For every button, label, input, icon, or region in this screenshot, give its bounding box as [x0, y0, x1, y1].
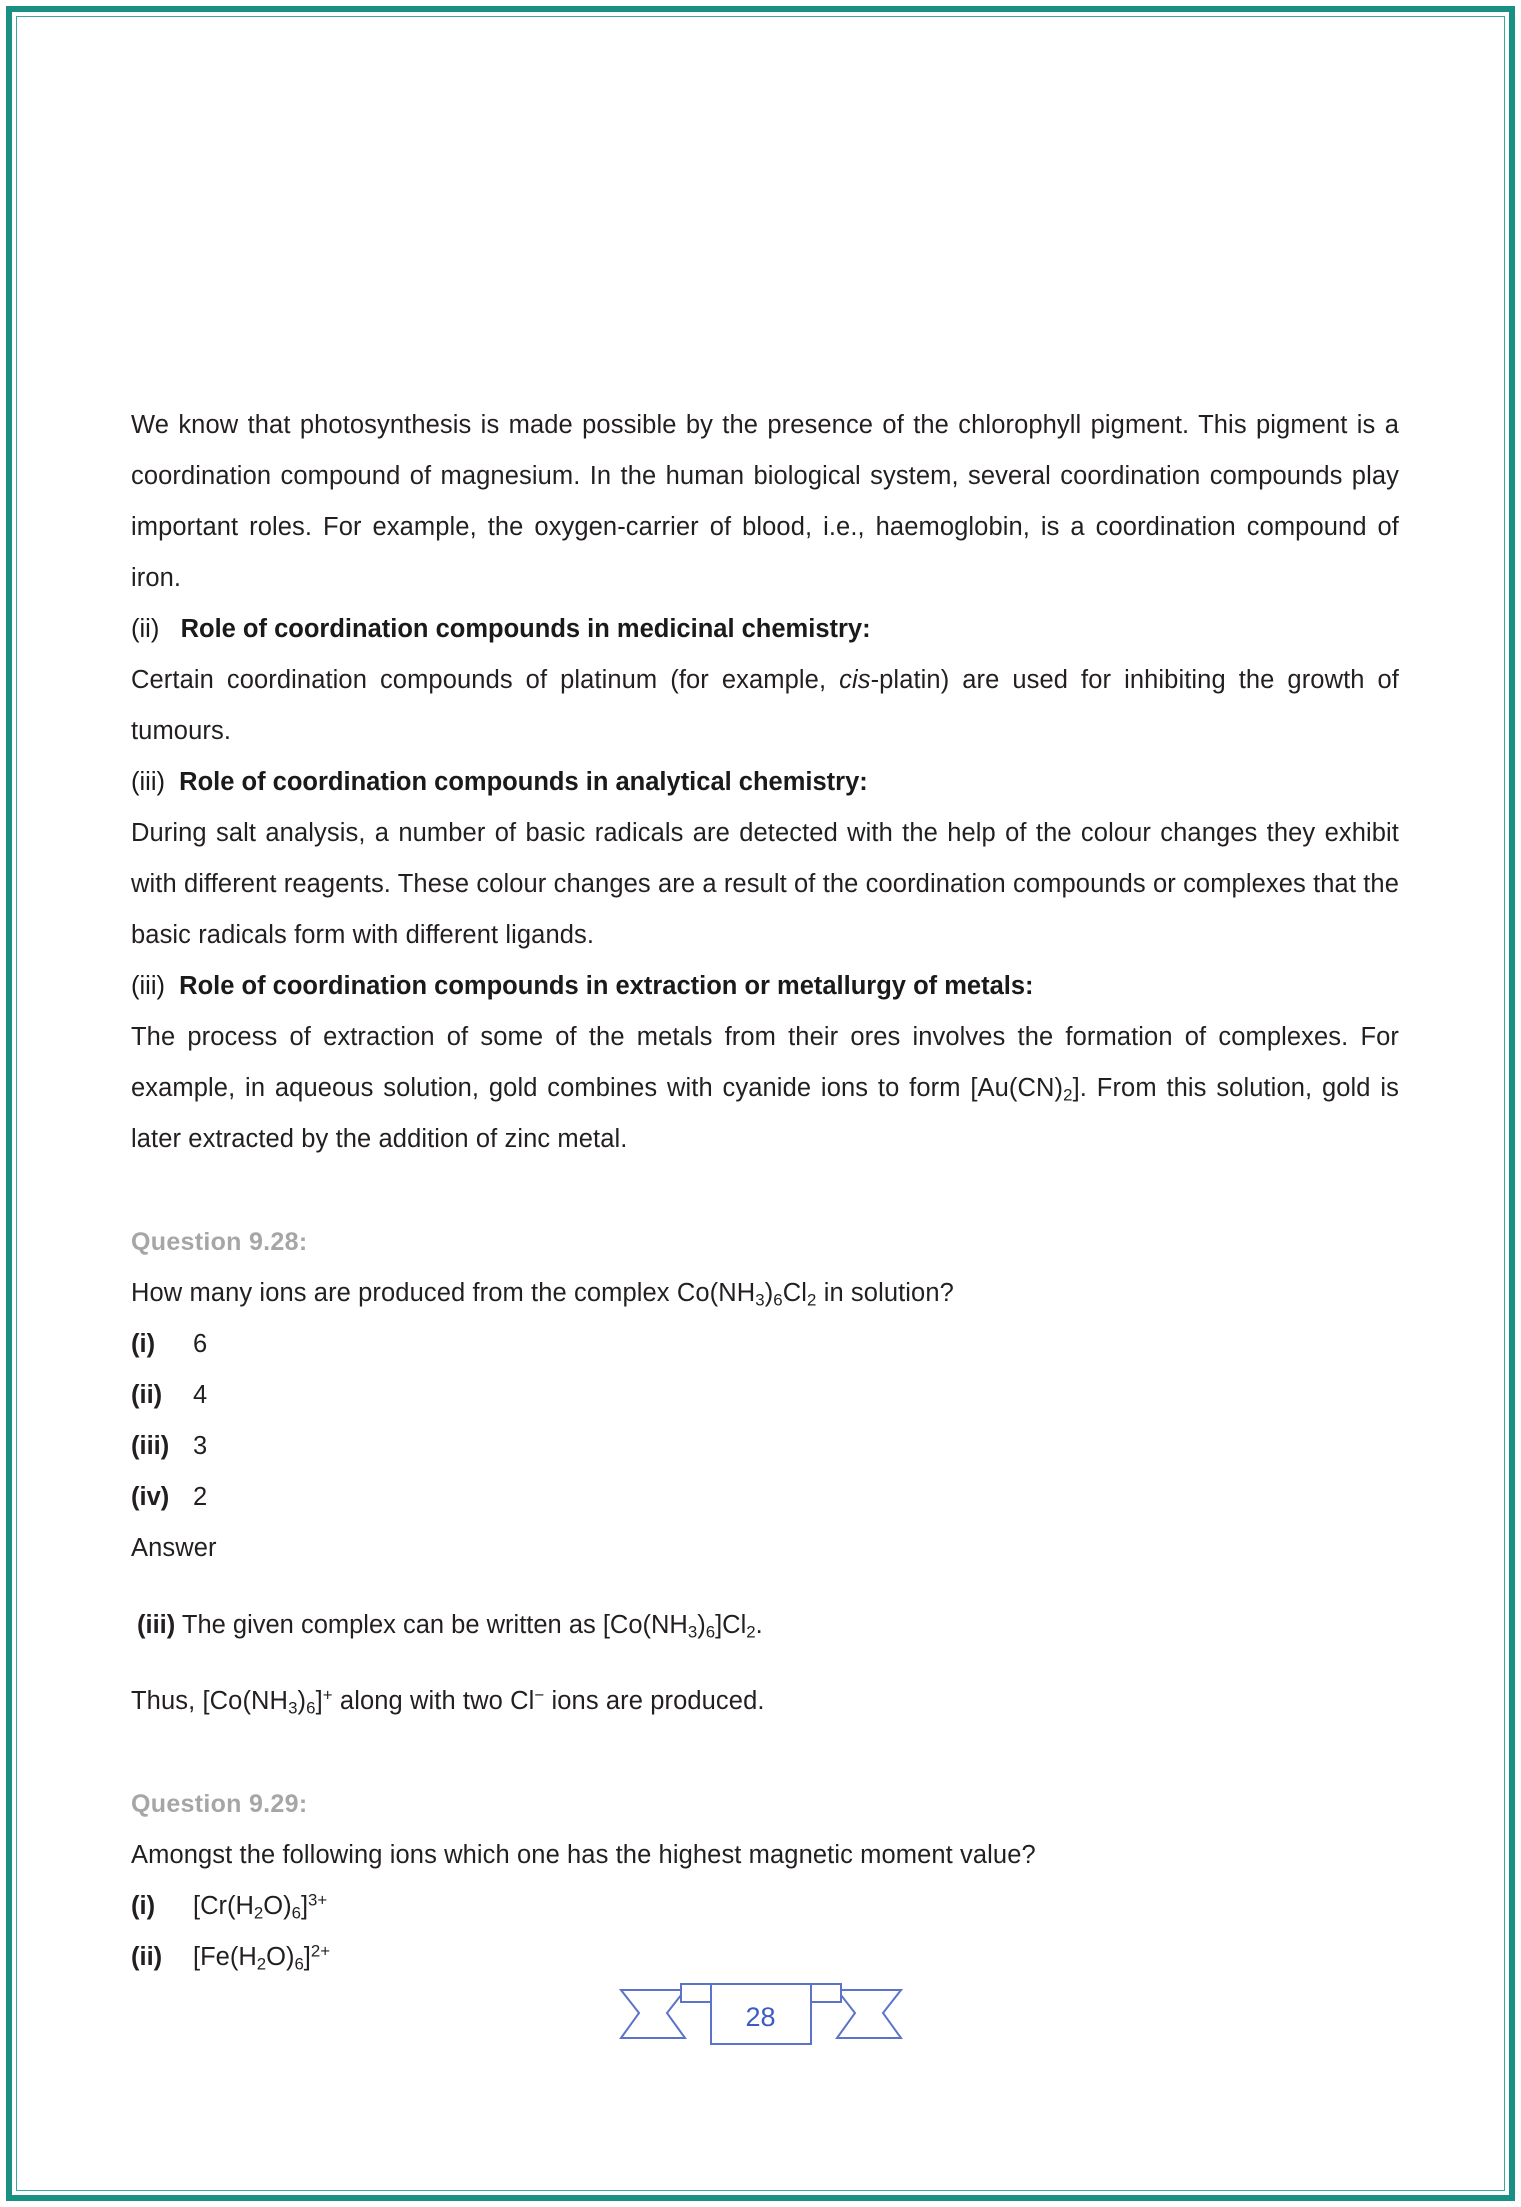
section-body-medicinal	[131, 655, 1399, 757]
option-formula	[193, 1881, 327, 1932]
page-footer	[0, 1968, 1521, 2058]
option-value: 6	[193, 1330, 208, 1358]
conclusion-end: ions are produced.	[544, 1687, 765, 1715]
option-label: (iii)	[131, 1432, 170, 1460]
chloride-charge: −	[534, 1685, 545, 1705]
intro-paragraph: We know that photosynthesis is made possible by the presence of the chlorophyll pigment. This pigment is a coordination compound of magnesium. In the human biological system, several coordination compounds play important roles. For example, the oxygen-carrier of blood, i.e., haemoglobin, is a coordination compound of iron.	[131, 411, 1399, 592]
formula-bracket: ]	[303, 1943, 311, 1971]
section-heading-analytical	[131, 757, 1399, 808]
section-body-metallurgy	[131, 1012, 1399, 1165]
spacer	[131, 1727, 1399, 1779]
section-body-part-post: -platin) are used for inhibiting the growth of tumours.	[131, 666, 1399, 745]
section-title: Role of coordination compounds in analytical chemistry:	[179, 768, 868, 796]
option-928-iii[interactable]	[131, 1421, 1399, 1472]
option-928-ii[interactable]	[131, 1370, 1399, 1421]
section-body-analytical: During salt analysis, a number of basic radicals are detected with the help of the colour changes they exhibit with different reagents. These colour changes are a result of the coordination compounds or complexes that the basic radicals form with different ligands.	[131, 819, 1399, 949]
conclusion-bracket: ]	[315, 1687, 323, 1715]
answer-choice: (iii)	[137, 1610, 176, 1639]
formula-charge: 3+	[308, 1890, 328, 1910]
option-928-i[interactable]	[131, 1319, 1399, 1370]
option-label: (i)	[131, 1892, 156, 1920]
metallurgy-text-post: ]. From this solution, gold is later extracted by the addition of zinc metal.	[131, 1074, 1399, 1153]
option-label: (ii)	[131, 1381, 163, 1409]
answer-sub-3: 2	[746, 1621, 756, 1641]
document-content	[131, 400, 1399, 1983]
formula-sub-2: 6	[291, 1903, 301, 1923]
section-number: (ii)	[131, 615, 160, 643]
option-label: (i)	[131, 1330, 156, 1358]
prompt-text-post: Cl	[782, 1279, 808, 1307]
answer-label-928: Answer	[131, 1534, 217, 1562]
answer-conclusion-928	[131, 1676, 1399, 1727]
prompt-text-mid: )	[764, 1279, 774, 1307]
formula-pre: [Fe(H	[193, 1943, 257, 1971]
option-value: 3	[193, 1432, 208, 1460]
spacer	[131, 1165, 1399, 1217]
section-body-part-pre: Certain coordination compounds of platinum (for example,	[131, 666, 840, 694]
conclusion-mid-2: along with two Cl	[332, 1687, 535, 1715]
question-heading-928: Question 9.28:	[131, 1228, 308, 1256]
formula-bracket: ]	[300, 1892, 309, 1920]
conclusion-sub-2: 6	[306, 1698, 316, 1718]
section-title: Role of coordination compounds in medicinal chemistry:	[180, 615, 871, 643]
section-title: Role of coordination compounds in extraction or metallurgy of metals:	[179, 972, 1034, 1000]
question-prompt-929: Amongst the following ions which one has the highest magnetic moment value?	[131, 1841, 1036, 1869]
prompt-sub-2: 6	[773, 1290, 783, 1310]
formula-mid: O)	[263, 1892, 292, 1920]
conclusion-mid: )	[297, 1687, 307, 1715]
option-value: 2	[193, 1483, 208, 1511]
question-heading-929: Question 9.29:	[131, 1790, 308, 1818]
answer-text-pre: The given complex can be written as [Co(NH	[175, 1610, 688, 1639]
section-number: (iii)	[131, 972, 165, 1000]
answer-text-post: ]Cl	[715, 1610, 747, 1639]
formula-pre: [Cr(H	[193, 1892, 254, 1920]
option-value: 4	[193, 1381, 208, 1409]
cis-italic: cis	[839, 666, 871, 694]
section-number: (iii)	[131, 768, 165, 796]
formula-charge: 2+	[310, 1941, 331, 1961]
option-label: (ii)	[131, 1943, 163, 1971]
answer-text-mid: )	[697, 1610, 706, 1639]
conclusion-charge: +	[322, 1685, 333, 1705]
section-heading-medicinal	[131, 604, 1399, 655]
prompt-sub-3: 2	[807, 1290, 817, 1310]
formula-mid: O)	[266, 1943, 295, 1971]
answer-explanation-928	[131, 1600, 1399, 1651]
answer-sub-2: 6	[705, 1621, 716, 1641]
option-929-i[interactable]	[131, 1881, 1399, 1932]
conclusion-pre: Thus, [Co(NH	[131, 1687, 289, 1715]
metallurgy-text-pre: The process of extraction of some of the metals from their ores involves the formation of complexes. For example, in aqueous solution, gold combines with cyanide ions to form [Au(CN)	[131, 1023, 1399, 1102]
conclusion-sub-1: 3	[288, 1698, 298, 1718]
prompt-text-pre: How many ions are produced from the complex Co(NH	[131, 1279, 756, 1307]
answer-text-end: .	[755, 1610, 763, 1639]
answer-sub-1: 3	[687, 1621, 698, 1641]
option-928-iv[interactable]	[131, 1472, 1399, 1523]
cyanide-subscript: 2	[1063, 1085, 1073, 1105]
question-prompt-928	[131, 1268, 1399, 1319]
page-number: 28	[745, 2002, 776, 2032]
option-label: (iv)	[131, 1483, 170, 1511]
page-number-ribbon	[619, 1968, 903, 2058]
formula-sub-1: 2	[256, 1954, 267, 1974]
prompt-text-end: in solution?	[816, 1279, 954, 1307]
section-heading-metallurgy	[131, 961, 1399, 1012]
formula-sub-1: 2	[253, 1903, 264, 1923]
prompt-sub-1: 3	[755, 1290, 765, 1310]
formula-sub-2: 6	[294, 1954, 304, 1974]
